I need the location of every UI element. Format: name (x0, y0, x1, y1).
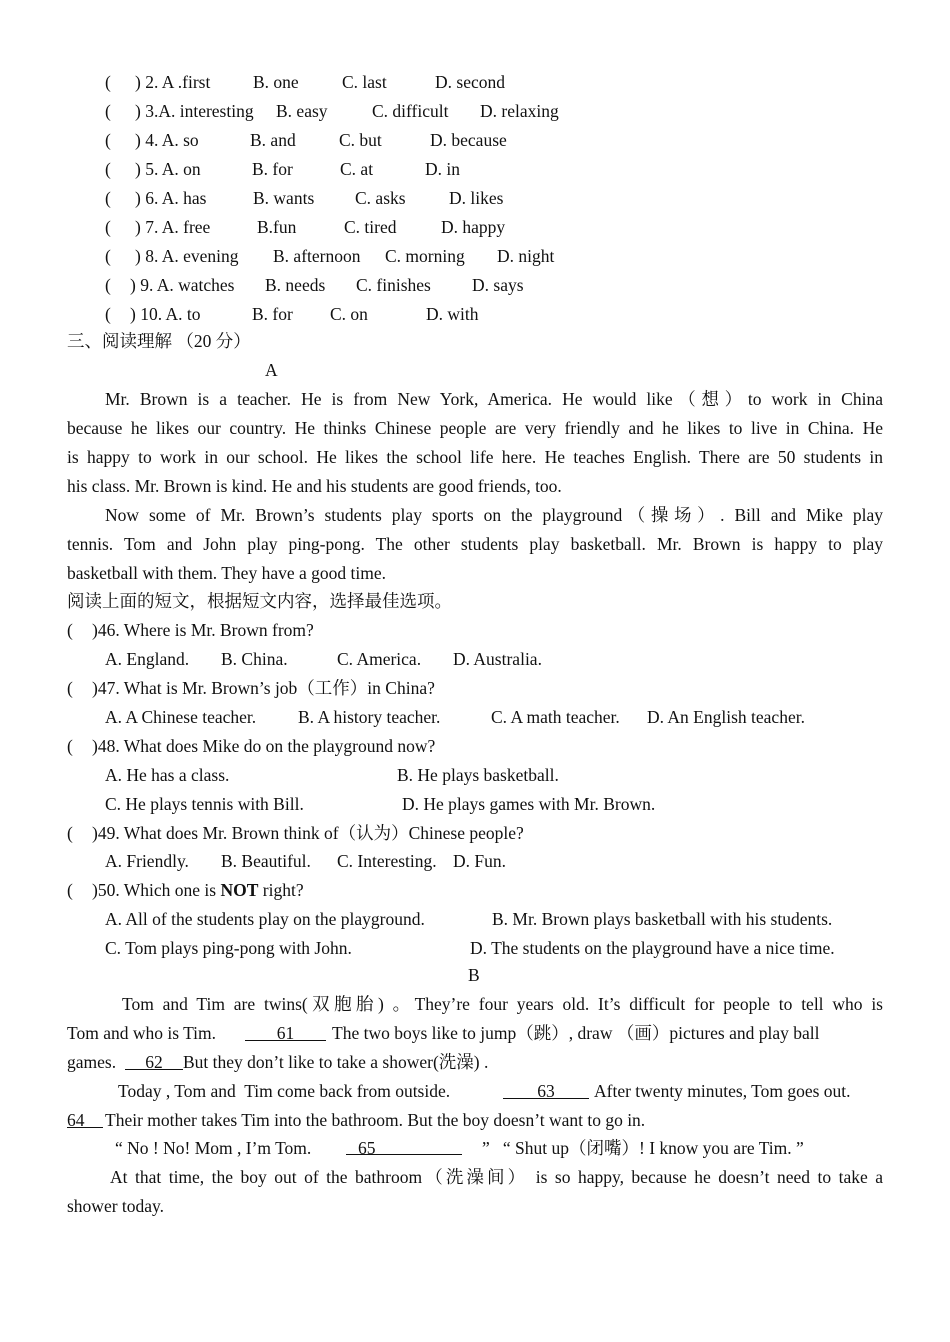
question-text-post: right? (258, 880, 304, 900)
passage-text: ” “ Shut up（闭嘴）! I know you are Tim. ” (482, 1138, 804, 1158)
option-b: B. He plays basketball. (397, 765, 559, 785)
question-stem (0, 734, 436, 758)
option-b: B. one (253, 72, 299, 92)
option-c: C. difficult (372, 101, 449, 121)
option-c: C. tired (344, 217, 397, 237)
option-a: ) 4. A. so (135, 130, 199, 150)
question-stem (0, 676, 435, 700)
option-d: D. says (472, 275, 524, 295)
answer-paren: ( (105, 159, 111, 179)
option-d: D. second (435, 72, 505, 92)
option-d: D. He plays games with Mr. Brown. (402, 794, 656, 814)
passage-text: But they don’t like to take a shower(洗澡) . (183, 1052, 489, 1072)
option-c: C. asks (355, 188, 406, 208)
passage-text: Today , Tom and Tim come back from outside. (118, 1081, 451, 1101)
question-stem (0, 821, 524, 845)
option-b: B. needs (265, 275, 326, 295)
question-options (0, 763, 559, 787)
passage-line: is happy to work in our school. He likes the school life here. He teaches English. There are 50 students in (67, 447, 883, 467)
option-c: C. America. (337, 649, 422, 669)
cloze-row (0, 157, 460, 181)
question-text (92, 878, 304, 902)
blank-64[interactable]: 64 (67, 1108, 103, 1128)
passage-line (67, 1050, 883, 1074)
question-stem (0, 618, 314, 642)
option-b: B. easy (276, 101, 328, 121)
answer-paren: ( (105, 72, 111, 92)
question-stem (0, 878, 304, 902)
passage-text: Their mother takes Tim into the bathroom. But the boy doesn’t want to go in. (105, 1110, 646, 1130)
answer-paren: ( (105, 246, 111, 266)
option-a: ) 7. A. free (135, 217, 211, 237)
option-b: B. for (252, 304, 293, 324)
blank-62[interactable]: 62 (125, 1050, 183, 1070)
passage-text: “ No ! No! Mom , I’m Tom. (115, 1138, 312, 1158)
blank-63[interactable]: 63 (503, 1079, 589, 1099)
question-emphasis: NOT (220, 880, 259, 900)
passage-line: tennis. Tom and John play ping-pong. The other students play basketball. Mr. Brown is happy to play (67, 534, 883, 554)
passage-text: After twenty minutes, Tom goes out. (594, 1081, 851, 1101)
option-d: D. Australia. (453, 649, 542, 669)
option-a: A. England. (105, 649, 190, 669)
option-d: D. The students on the playground have a nice time. (470, 938, 835, 958)
passage-line (67, 1136, 883, 1160)
answer-paren: ( (67, 880, 73, 900)
answer-paren: ( (105, 304, 111, 324)
passage-line: basketball with them. They have a good time. (67, 563, 386, 583)
option-a: ) 2. A .first (135, 72, 211, 92)
question-text-pre: )50. Which one is (92, 880, 221, 900)
passage-line: because he likes our country. He thinks Chinese people are very friendly and he likes to live in China. He (67, 418, 883, 438)
question-text: )47. What is Mr. Brown’s job（工作）in China? (92, 678, 435, 698)
option-b: B. Beautiful. (221, 851, 311, 871)
passage-line (67, 1108, 883, 1132)
passage-text: games. (67, 1052, 117, 1072)
option-b: B. A history teacher. (298, 707, 441, 727)
option-c: C. on (330, 304, 368, 324)
cloze-row (0, 128, 507, 152)
option-d: D. likes (449, 188, 504, 208)
question-options (0, 792, 656, 816)
option-a: A. Friendly. (105, 851, 189, 871)
answer-paren: ( (105, 275, 111, 295)
option-a: A. All of the students play on the playground. (105, 909, 425, 929)
cloze-row (0, 186, 504, 210)
question-options (0, 647, 542, 671)
answer-paren: ( (105, 130, 111, 150)
passage-text: The two boys like to jump（跳）, draw （画）pictures and play ball (332, 1023, 820, 1043)
cloze-row (0, 70, 505, 94)
answer-paren: ( (67, 823, 73, 843)
option-d: D. relaxing (480, 101, 559, 121)
option-a: ) 9. A. watches (130, 275, 235, 295)
option-c: C. at (340, 159, 374, 179)
cloze-row (0, 215, 506, 239)
passage-line: Mr. Brown is a teacher. He is from New York, America. He would like（想）to work in China (105, 389, 883, 409)
cloze-row (0, 244, 555, 268)
passage-line (67, 1021, 883, 1045)
answer-paren: ( (105, 217, 111, 237)
question-options (0, 907, 833, 931)
option-b: B. Mr. Brown plays basketball with his students. (492, 909, 833, 929)
option-a: ) 5. A. on (135, 159, 201, 179)
answer-paren: ( (67, 620, 73, 640)
option-a: ) 6. A. has (135, 188, 207, 208)
passage-text: Tom and who is Tim. (67, 1023, 217, 1043)
option-b: B. for (252, 159, 293, 179)
question-text: )48. What does Mike do on the playground now? (92, 736, 436, 756)
passage-a-label: A (265, 360, 278, 380)
option-b: B. China. (221, 649, 288, 669)
question-options (0, 705, 805, 729)
instruction: 阅读上面的短文，根据短文内容，选择最佳选项。 (67, 591, 452, 611)
option-d: D. Fun. (453, 851, 506, 871)
passage-line: shower today. (67, 1196, 165, 1216)
passage-line: Tom and Tim are twins(双胞胎) 。They’re four years old. It’s difficult for people to tell who is (122, 994, 883, 1014)
option-d: D. night (497, 246, 555, 266)
passage-line: his class. Mr. Brown is kind. He and his students are good friends, too. (67, 476, 562, 496)
blank-61[interactable]: 61 (245, 1021, 326, 1041)
option-c: C. Tom plays ping-pong with John. (105, 938, 352, 958)
passage-line (67, 1079, 883, 1103)
question-text: )49. What does Mr. Brown think of（认为）Chinese people? (92, 823, 524, 843)
option-c: C. He plays tennis with Bill. (105, 794, 304, 814)
section-heading: 三、阅读理解 （20 分） (67, 331, 251, 351)
option-b: B.fun (257, 217, 297, 237)
blank-65[interactable]: 65 (346, 1136, 462, 1155)
option-d: D. in (425, 159, 460, 179)
option-a: A. He has a class. (105, 765, 230, 785)
option-c: C. but (339, 130, 382, 150)
option-a: ) 3.A. interesting (135, 101, 254, 121)
option-d: D. because (430, 130, 507, 150)
passage-b-label: B (468, 965, 480, 985)
option-c: C. finishes (356, 275, 431, 295)
question-options (0, 936, 835, 960)
cloze-row (0, 273, 524, 297)
option-c: C. morning (385, 246, 465, 266)
option-b: B. afternoon (273, 246, 361, 266)
answer-paren: ( (67, 678, 73, 698)
cloze-row (0, 99, 559, 123)
option-a: A. A Chinese teacher. (105, 707, 257, 727)
passage-line: Now some of Mr. Brown’s students play sports on the playground（操场）. Bill and Mike play (105, 505, 883, 525)
cloze-row (0, 302, 479, 326)
question-text: )46. Where is Mr. Brown from? (92, 620, 314, 640)
option-d: D. happy (441, 217, 506, 237)
answer-paren: ( (67, 736, 73, 756)
option-b: B. and (250, 130, 296, 150)
option-d: D. with (426, 304, 479, 324)
answer-paren: ( (105, 101, 111, 121)
option-c: C. last (342, 72, 387, 92)
option-a: ) 8. A. evening (135, 246, 239, 266)
option-a: ) 10. A. to (130, 304, 201, 324)
passage-line: At that time, the boy out of the bathroom（洗澡间） is so happy, because he doesn’t need to take a (110, 1167, 883, 1187)
answer-paren: ( (105, 188, 111, 208)
option-c: C. A math teacher. (491, 707, 620, 727)
option-c: C. Interesting. (337, 851, 437, 871)
question-options (0, 849, 506, 873)
option-b: B. wants (253, 188, 315, 208)
option-d: D. An English teacher. (647, 707, 805, 727)
